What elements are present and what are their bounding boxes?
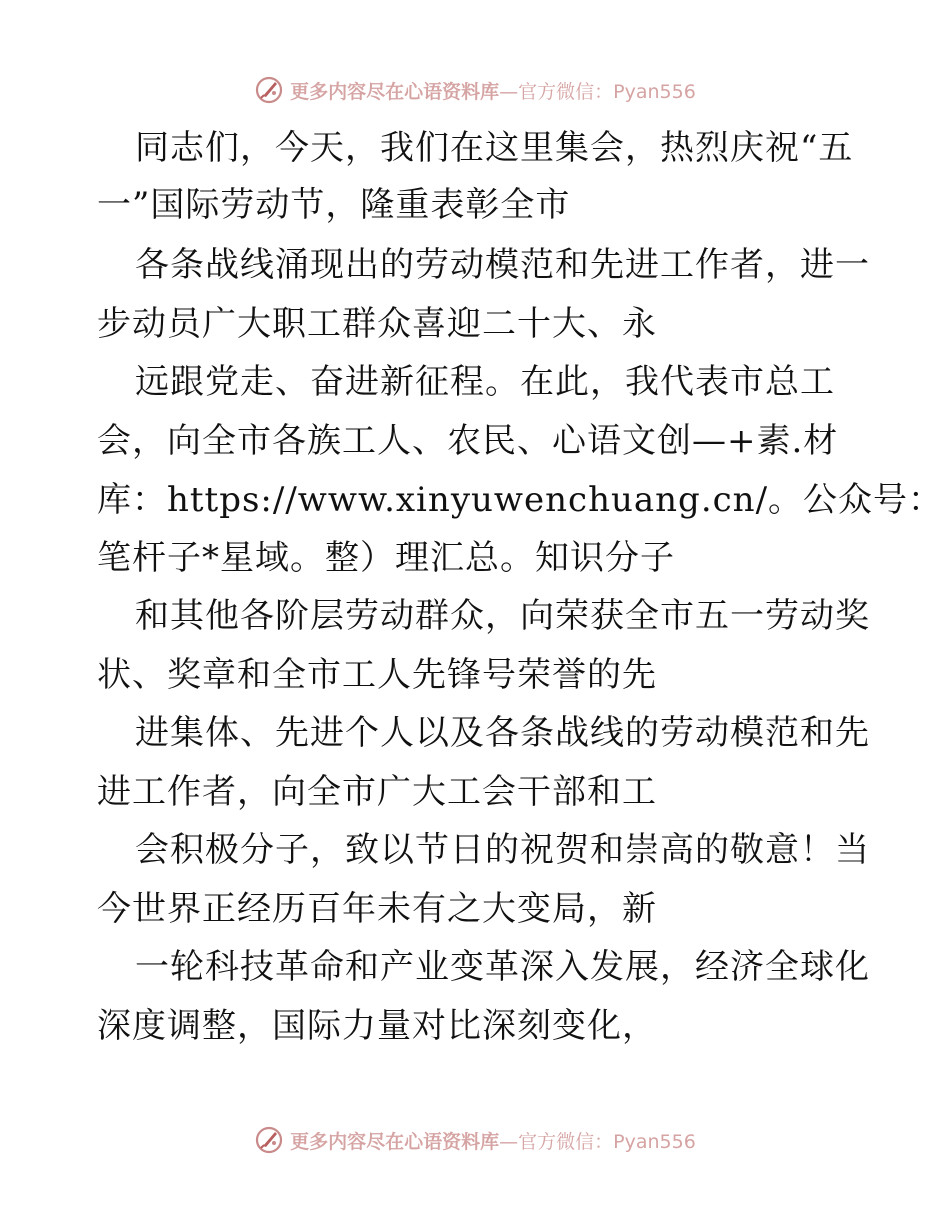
body-line: 一”国际劳动节，隆重表彰全市 [97,185,571,225]
body-line: 步动员广大职工群众喜迎二十大、永 [97,304,657,344]
watermark-wechat-text: —官方微信：Pyan556 [499,1130,696,1153]
watermark-main-text: 更多内容尽在心语资料库 [290,1130,500,1153]
body-line: 一轮科技革命和产业变革深入发展，经济全球化 [135,947,870,987]
quill-logo-icon [254,1125,284,1155]
body-line: 库：https://www.xinyuwenchuang.cn/。公众号： [97,480,944,520]
body-line: 今世界正经历百年未有之大变局，新 [97,889,657,929]
body-line: 深度调整，国际力量对比深刻变化， [97,1006,657,1046]
watermark-main-text: 更多内容尽在心语资料库 [290,80,500,103]
body-line: 远跟党走、奋进新征程。在此，我代表市总工 [135,362,835,402]
body-line: 同志们，今天，我们在这里集会，热烈庆祝“五 [135,128,854,168]
footer-watermark-banner [0,1120,950,1160]
body-line: 进集体、先进个人以及各条战线的劳动模范和先 [135,713,870,753]
body-line: 和其他各阶层劳动群众，向荣获全市五一劳动奖 [135,596,870,636]
body-line: 状、奖章和全市工人先锋号荣誉的先 [97,655,657,695]
body-line: 会积极分子，致以节日的祝贺和崇高的敬意！当 [135,830,870,870]
header-watermark-banner [0,70,950,110]
body-line: 会，向全市各族工人、农民、心语文创—+素.材 [97,421,839,461]
body-line: 笔杆子*星域。整）理汇总。知识分子 [97,538,675,578]
quill-logo-icon [254,75,284,105]
body-line: 各条战线涌现出的劳动模范和先进工作者，进一 [135,245,870,285]
body-line: 进工作者，向全市广大工会干部和工 [97,772,657,812]
watermark-wechat-text: —官方微信：Pyan556 [499,80,696,103]
